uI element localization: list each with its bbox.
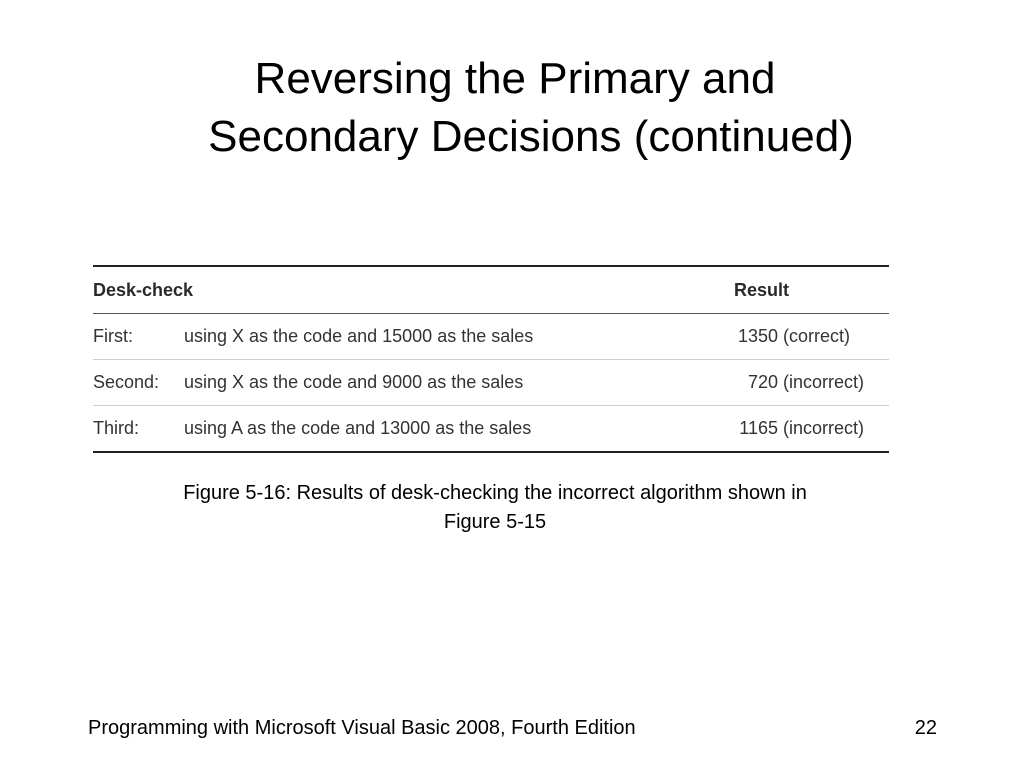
row-result (734, 314, 889, 360)
table-row (93, 406, 889, 453)
figure-caption (60, 479, 930, 537)
header-desk-check: Desk-check (93, 279, 194, 300)
row-description: using A as the code and 13000 as the sales (184, 406, 734, 453)
footer-book-title: Programming with Microsoft Visual Basic 2008, Fourth Edition (88, 717, 636, 739)
row-label: First: (93, 314, 184, 360)
page-number: 22 (914, 717, 937, 739)
result-value: 720 (747, 372, 778, 392)
row-label: Third: (93, 406, 184, 453)
row-label: Second: (93, 360, 184, 406)
row-result (734, 360, 889, 406)
result-value: 1165 (739, 418, 778, 438)
row-result (734, 406, 889, 453)
slide-title (0, 50, 1024, 166)
caption-line-2: Figure 5-15 (443, 511, 547, 533)
result-note: (incorrect) (783, 418, 865, 438)
table-header-row (93, 266, 889, 314)
caption-line-1: Figure 5-16: Results of desk-checking the incorrect algorithm shown in (183, 482, 807, 504)
result-value: 1350 (737, 326, 778, 346)
result-note: (correct) (783, 326, 851, 346)
row-description: using X as the code and 15000 as the sales (184, 314, 734, 360)
row-description: using X as the code and 9000 as the sales (184, 360, 734, 406)
slide-title-line-1: Reversing the Primary and (254, 54, 776, 103)
header-result: Result (734, 279, 790, 300)
desk-check-table (93, 265, 889, 453)
result-note: (incorrect) (783, 372, 865, 392)
table-row (93, 360, 889, 406)
table-row (93, 314, 889, 360)
slide-title-line-2: Secondary Decisions (continued) (208, 112, 854, 161)
